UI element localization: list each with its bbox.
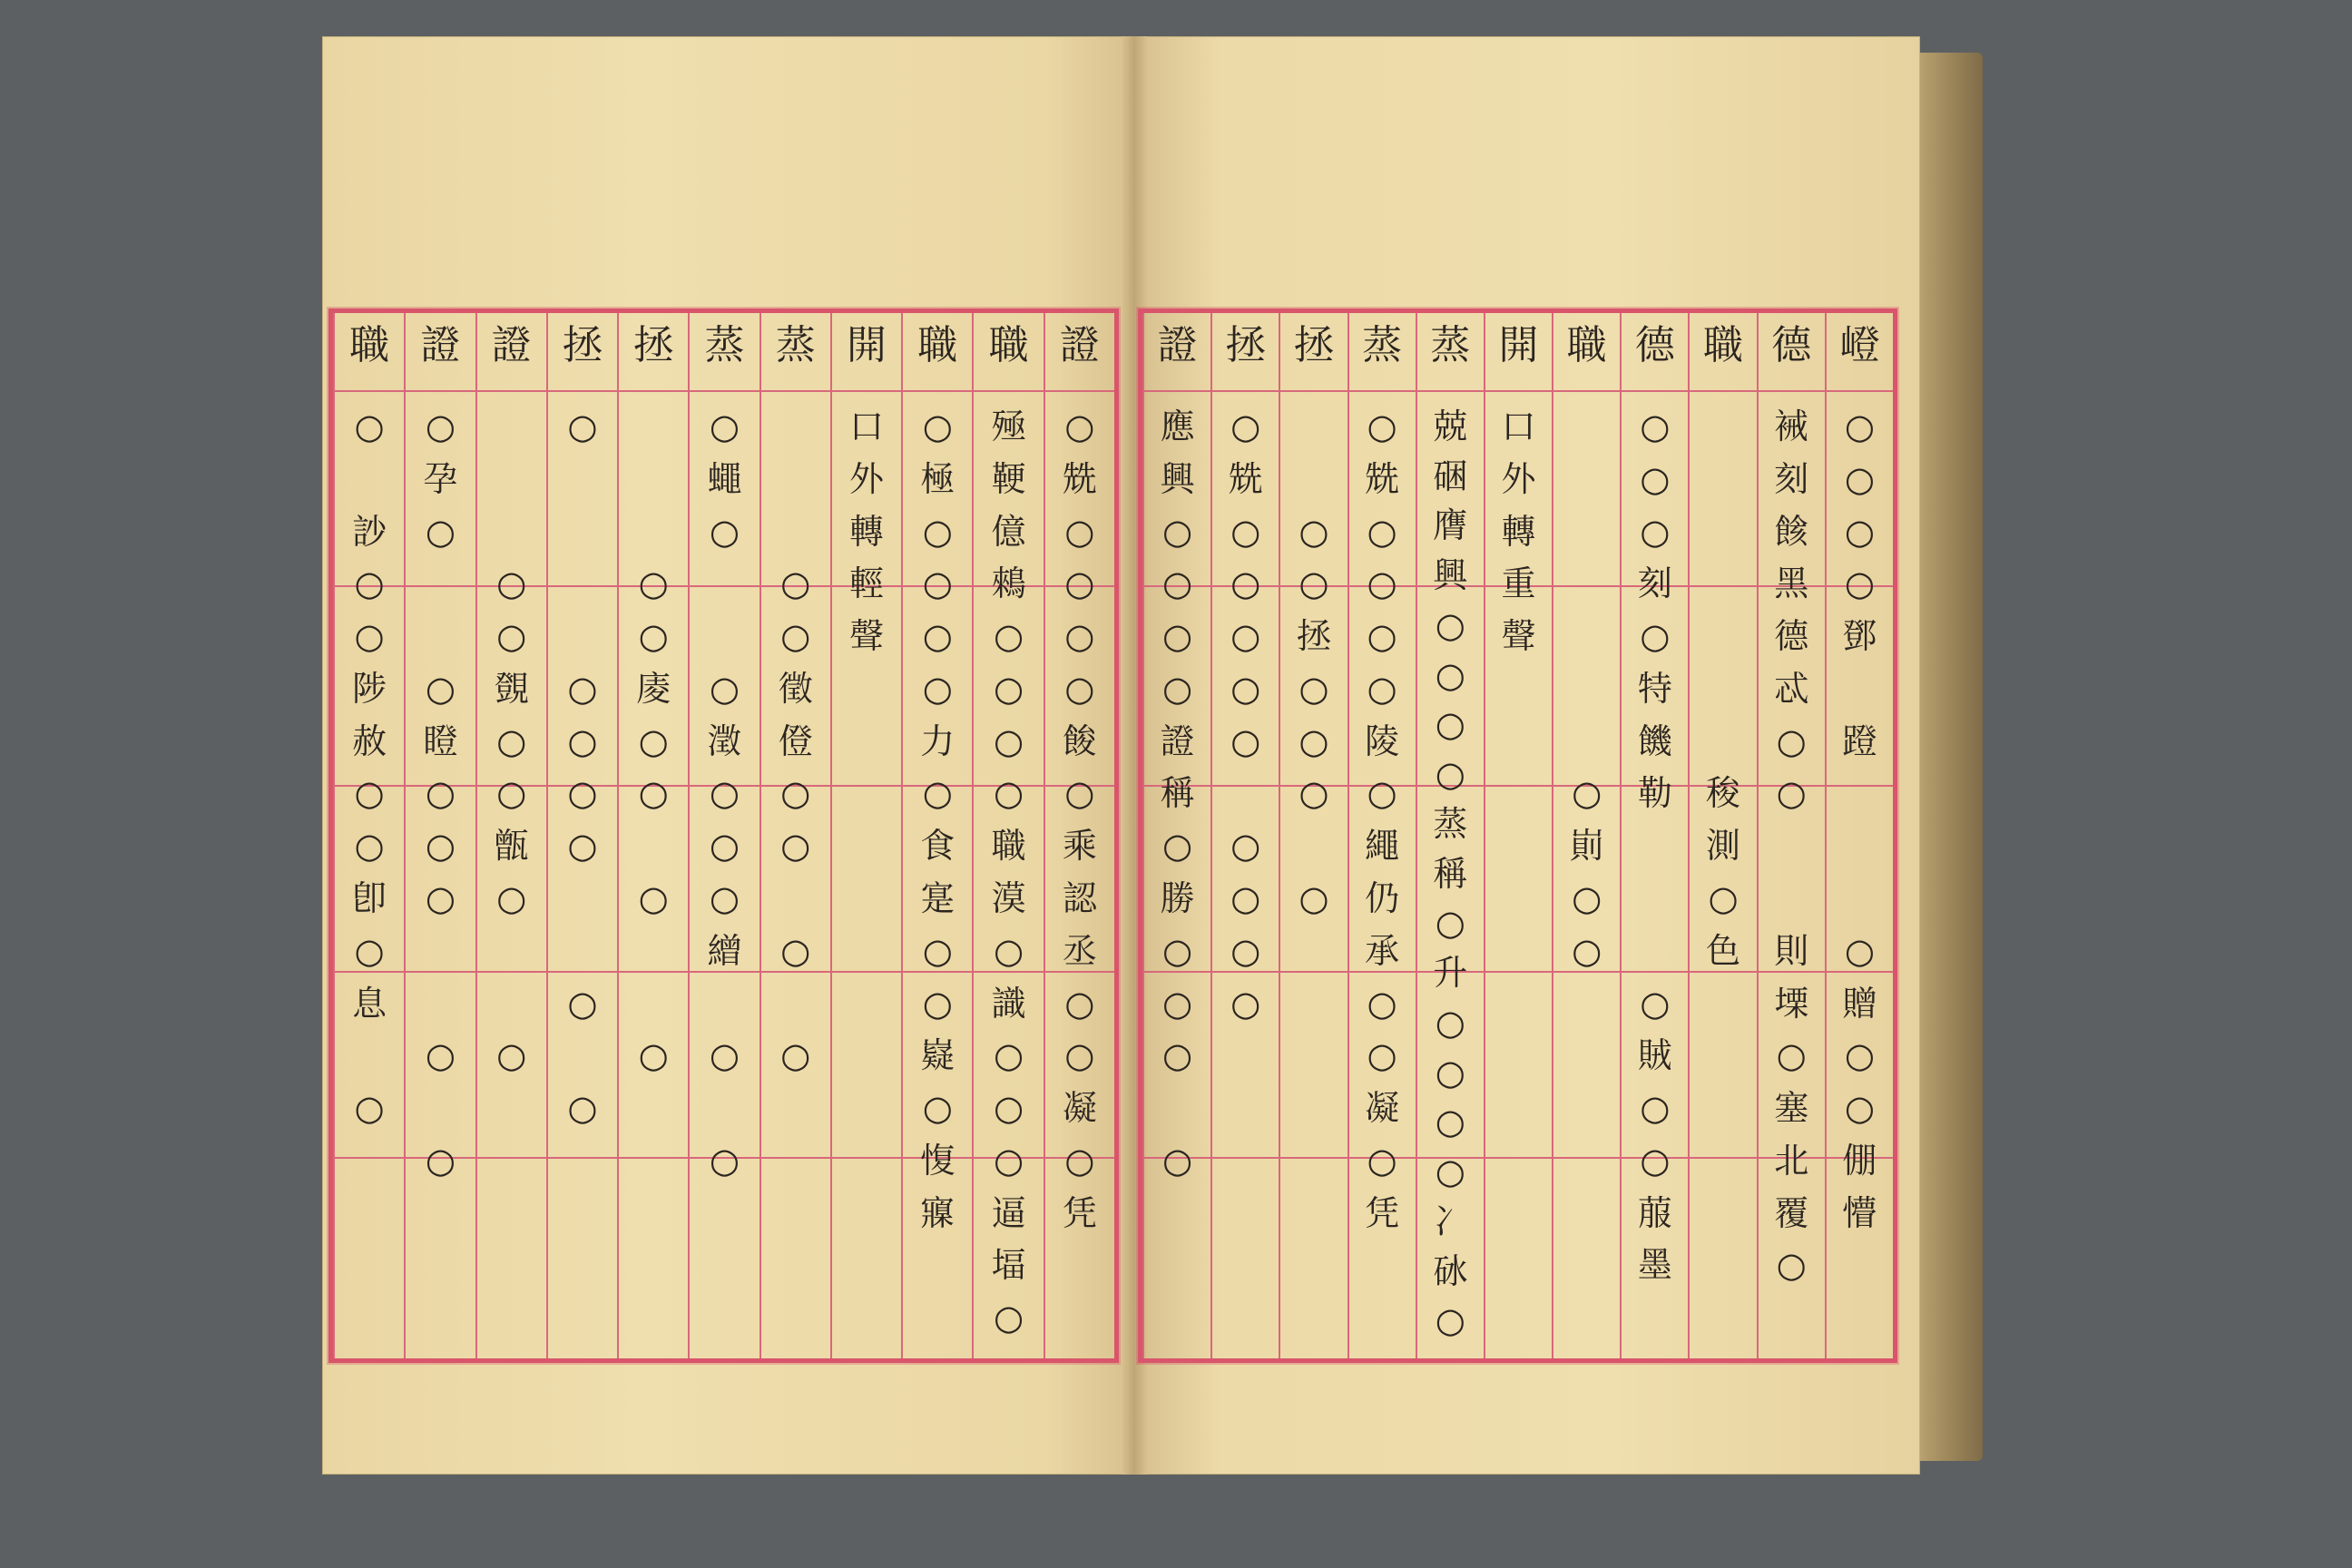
table-cell: ○ xyxy=(1162,668,1193,709)
table-cell: 力 xyxy=(920,720,956,761)
table-cell: ○ xyxy=(780,826,811,867)
table-cell: ○ xyxy=(1435,604,1465,645)
table-cell: ○ xyxy=(1162,511,1193,552)
table-cell: 稱 xyxy=(1160,773,1195,814)
table-cell: 兟 xyxy=(1365,458,1400,499)
table-cell: 丞 xyxy=(1062,930,1097,971)
table-cell: ○ xyxy=(922,407,953,446)
table-column xyxy=(617,313,688,1358)
table-cell: ○ xyxy=(709,826,740,867)
table-cell: 重 xyxy=(1501,564,1536,604)
table-cell: ○ xyxy=(425,878,456,918)
table-cell: ○ xyxy=(1572,930,1602,971)
table-cell: ○ xyxy=(1435,654,1465,695)
table-cell: ○ xyxy=(1064,773,1095,814)
table-column xyxy=(475,313,546,1358)
table-cell: ○ xyxy=(496,720,527,761)
table-cell: ○ xyxy=(1162,983,1193,1024)
table-cell: ○ xyxy=(1367,1035,1397,1076)
table-cell: 墨 xyxy=(1637,1245,1672,1286)
table-column xyxy=(1044,313,1114,1358)
table-cell: 寔 xyxy=(920,878,956,918)
table-cell: 愎 xyxy=(920,1140,956,1181)
table-cell: ○ xyxy=(354,616,385,657)
table-cell: 稄 xyxy=(1706,773,1741,814)
column-heading: 職 xyxy=(1566,322,1607,368)
table-cell: ○ xyxy=(1844,511,1875,552)
table-cell: ○ xyxy=(425,511,456,552)
table-cell: 刻 xyxy=(1637,564,1672,604)
table-cell: 外 xyxy=(1501,458,1536,499)
table-cell: ○ xyxy=(922,983,953,1024)
table-cell: ○ xyxy=(1640,511,1671,552)
table-cell: ○ xyxy=(1064,511,1095,552)
table-cell: 轉 xyxy=(1501,511,1536,552)
table-cell: 測 xyxy=(1706,826,1741,867)
table-cell: 忒 xyxy=(1774,668,1809,709)
table-cell: ○ xyxy=(1435,704,1465,745)
table-cell: ○ xyxy=(425,826,456,867)
table-cell: ○ xyxy=(496,564,527,604)
table-cell: ○ xyxy=(780,773,811,814)
table-cell: 輕 xyxy=(849,564,885,604)
table-cell: 乘 xyxy=(1062,826,1097,867)
table-cell: ○ xyxy=(994,1088,1024,1129)
table-cell: 億 xyxy=(991,511,1026,552)
table-cell: ○ xyxy=(1435,1052,1465,1093)
table-cell: ○ xyxy=(709,407,740,446)
table-cell: 鞕 xyxy=(991,458,1026,499)
table-cell: ○ xyxy=(354,407,385,446)
table-cell: ○ xyxy=(638,878,669,918)
table-cell: ○ xyxy=(709,878,740,918)
table-cell: 硱 xyxy=(1433,456,1468,496)
table-cell: ○ xyxy=(496,616,527,657)
table-cell: ○ xyxy=(922,930,953,971)
table-cell: 餕 xyxy=(1062,720,1097,761)
table-cell: ○ xyxy=(780,564,811,604)
table-cell: 漠 xyxy=(991,878,1026,918)
table-cell: ○ xyxy=(1572,773,1602,814)
table-cell: ○ xyxy=(354,1088,385,1129)
table-cell: ○ xyxy=(1230,720,1261,761)
table-column xyxy=(1484,313,1552,1358)
table-cell: ○ xyxy=(638,616,669,657)
table-cell: 興 xyxy=(1433,555,1468,596)
table-cell: ○ xyxy=(994,720,1024,761)
table-cell: 崱 xyxy=(1569,826,1604,867)
table-cell: ○ xyxy=(1230,668,1261,709)
column-heading: 拯 xyxy=(562,322,603,368)
table-cell: ○ xyxy=(425,1035,456,1076)
table-cell: ○ xyxy=(709,1035,740,1076)
table-cell: ○ xyxy=(922,773,953,814)
table-cell: ○ xyxy=(1435,754,1465,795)
column-heading: 拯 xyxy=(1293,322,1334,368)
table-cell: 覴 xyxy=(494,668,529,709)
table-cell: ○ xyxy=(354,773,385,814)
table-cell: 認 xyxy=(1062,878,1097,918)
table-column xyxy=(972,313,1043,1358)
table-cell: ○ xyxy=(567,983,598,1024)
table-cell: 倗 xyxy=(1842,1140,1877,1181)
table-cell: 黑 xyxy=(1774,564,1809,604)
table-cell: ○ xyxy=(1367,564,1397,604)
table-cell: 凝 xyxy=(1365,1088,1400,1129)
table-cell: ○ xyxy=(1367,407,1397,446)
table-cell: 嶷 xyxy=(920,1035,956,1076)
table-cell: ○ xyxy=(567,407,598,446)
table-cell: 逼 xyxy=(991,1192,1026,1233)
table-cell: 寱 xyxy=(920,1192,956,1233)
table-cell: ○ xyxy=(1844,1088,1875,1129)
table-column xyxy=(1688,313,1756,1358)
table-cell: 勒 xyxy=(1637,773,1672,814)
table-cell: 轉 xyxy=(849,511,885,552)
table-cell: ○ xyxy=(1844,407,1875,446)
table-cell: ○ xyxy=(567,720,598,761)
table-cell: 極 xyxy=(920,458,956,499)
table-cell: ○ xyxy=(1844,1035,1875,1076)
table-cell: 饑 xyxy=(1637,720,1672,761)
table-cell: 蠅 xyxy=(707,458,742,499)
table-cell: ○ xyxy=(994,1298,1024,1338)
table-cell: 證 xyxy=(1160,720,1195,761)
table-cell: 澂 xyxy=(707,720,742,761)
table-cell: ○ xyxy=(1572,878,1602,918)
table-cell: 裓 xyxy=(1774,407,1809,446)
table-cell: 應 xyxy=(1160,407,1195,446)
right-rhyme-table xyxy=(1138,309,1897,1363)
column-heading: 德 xyxy=(1771,322,1812,368)
table-cell: ○ xyxy=(1708,878,1739,918)
column-heading: 德 xyxy=(1634,322,1675,368)
table-cell: 蒸 xyxy=(1433,803,1468,844)
table-cell: 北 xyxy=(1774,1140,1809,1181)
table-column xyxy=(1620,313,1688,1358)
table-cell: 兢 xyxy=(1433,407,1468,446)
column-heading: 證 xyxy=(420,322,461,368)
table-cell: 瞪 xyxy=(423,720,458,761)
table-column xyxy=(333,313,404,1358)
table-cell: ○ xyxy=(994,930,1024,971)
table-cell: ○ xyxy=(709,668,740,709)
column-heading: 證 xyxy=(1059,322,1100,368)
column-heading: 蒸 xyxy=(704,322,745,368)
table-cell: ○ xyxy=(638,1035,669,1076)
table-cell: ○ xyxy=(1776,720,1807,761)
table-cell: 菔 xyxy=(1637,1192,1672,1233)
table-cell: ○ xyxy=(1367,616,1397,657)
table-cell: ○ xyxy=(496,878,527,918)
table-cell: 覆 xyxy=(1774,1192,1809,1233)
table-cell: ○ xyxy=(1298,668,1329,709)
table-cell: ○ xyxy=(1064,1035,1095,1076)
table-cell: ○ xyxy=(1367,1140,1397,1181)
table-cell: 陟 xyxy=(352,668,387,709)
table-cell: ○ xyxy=(1162,826,1193,867)
column-heading: 蒸 xyxy=(775,322,816,368)
table-cell: ○ xyxy=(1162,1140,1193,1181)
table-cell: ○ xyxy=(1230,983,1261,1024)
table-cell: 懵 xyxy=(1842,1192,1877,1233)
table-cell: ○ xyxy=(1064,616,1095,657)
column-heading: 拯 xyxy=(1225,322,1266,368)
table-cell: ○ xyxy=(1162,930,1193,971)
table-column xyxy=(1416,313,1484,1358)
table-cell: ○ xyxy=(567,826,598,867)
table-cell: 陵 xyxy=(1365,720,1400,761)
table-cell: ○ xyxy=(1844,458,1875,499)
table-cell: 兟 xyxy=(1062,458,1097,499)
table-cell: ○ xyxy=(567,1088,598,1129)
table-cell: 繩 xyxy=(1365,826,1400,867)
table-cell: ○ xyxy=(1298,564,1329,604)
column-heading: 蒸 xyxy=(1362,322,1403,368)
table-cell: ○ xyxy=(425,668,456,709)
table-cell: ○ xyxy=(1435,1002,1465,1043)
table-cell: ○ xyxy=(1162,564,1193,604)
table-cell: ○ xyxy=(1064,407,1095,446)
table-cell: ○ xyxy=(1162,1035,1193,1076)
table-cell: 升 xyxy=(1433,953,1468,994)
table-cell: ○ xyxy=(1776,1035,1807,1076)
table-column xyxy=(760,313,830,1358)
table-cell: ○ xyxy=(638,564,669,604)
table-cell: ○ xyxy=(780,616,811,657)
table-cell: ○ xyxy=(1298,878,1329,918)
table-cell: ○ xyxy=(1064,564,1095,604)
column-heading: 蒸 xyxy=(1430,322,1471,368)
table-cell: 贈 xyxy=(1842,983,1877,1024)
table-cell: ○ xyxy=(425,407,456,446)
table-cell: ○ xyxy=(1435,903,1465,944)
column-heading: 證 xyxy=(1157,322,1198,368)
table-cell: ○ xyxy=(1640,458,1671,499)
table-cell: ○ xyxy=(1367,773,1397,814)
table-cell: ○ xyxy=(354,826,385,867)
table-cell: 冫 xyxy=(1433,1200,1468,1241)
table-column xyxy=(1142,313,1210,1358)
column-heading: 拯 xyxy=(633,322,674,368)
table-column xyxy=(1348,313,1416,1358)
table-cell: ○ xyxy=(1298,773,1329,814)
table-cell: 兟 xyxy=(1228,458,1263,499)
table-cell: 赦 xyxy=(352,720,387,761)
table-cell: ○ xyxy=(1230,407,1261,446)
table-cell: ○ xyxy=(567,773,598,814)
table-cell: 塞 xyxy=(1774,1088,1809,1129)
table-cell: 識 xyxy=(991,983,1026,1024)
table-column xyxy=(1210,313,1279,1358)
table-cell: ○ xyxy=(709,1140,740,1181)
table-cell: ○ xyxy=(1776,1245,1807,1286)
table-column xyxy=(1279,313,1347,1358)
table-cell: 稱 xyxy=(1433,853,1468,894)
table-cell: ○ xyxy=(1435,1102,1465,1142)
table-cell: ○ xyxy=(1640,1088,1671,1129)
table-cell: ○ xyxy=(567,668,598,709)
table-column xyxy=(404,313,475,1358)
table-cell: ○ xyxy=(1230,826,1261,867)
table-cell: 凭 xyxy=(1365,1192,1400,1233)
table-cell: ○ xyxy=(425,773,456,814)
table-cell: 興 xyxy=(1160,458,1195,499)
table-cell: 繒 xyxy=(707,930,742,971)
table-cell: ○ xyxy=(1230,930,1261,971)
table-cell: 徵 xyxy=(778,668,813,709)
table-cell: ○ xyxy=(1230,878,1261,918)
table-cell: 息 xyxy=(352,983,387,1024)
table-cell: ○ xyxy=(1230,616,1261,657)
column-heading: 開 xyxy=(847,322,887,368)
table-cell: 餩 xyxy=(1774,511,1809,552)
table-cell: 聲 xyxy=(849,616,885,657)
table-cell: 色 xyxy=(1706,930,1741,971)
table-cell: 鶆 xyxy=(991,564,1026,604)
table-cell: 則 xyxy=(1774,930,1809,971)
table-column xyxy=(546,313,617,1358)
table-cell: ○ xyxy=(1230,511,1261,552)
table-cell: ○ xyxy=(354,930,385,971)
table-cell: ○ xyxy=(354,564,385,604)
table-cell: ○ xyxy=(1435,1152,1465,1192)
table-cell: ○ xyxy=(994,668,1024,709)
table-cell: ○ xyxy=(1367,983,1397,1024)
table-cell: 聲 xyxy=(1501,616,1536,657)
table-cell: ○ xyxy=(922,616,953,657)
table-cell: 堛 xyxy=(991,1245,1026,1286)
table-cell: 德 xyxy=(1774,616,1809,657)
table-cell: ○ xyxy=(709,511,740,552)
table-cell: 特 xyxy=(1637,668,1672,709)
table-cell: 凭 xyxy=(1062,1192,1097,1233)
table-cell: 孕 xyxy=(423,458,458,499)
table-cell: 膺 xyxy=(1433,505,1468,546)
table-cell: ○ xyxy=(638,773,669,814)
table-cell: ○ xyxy=(638,720,669,761)
table-cell: 刻 xyxy=(1774,458,1809,499)
table-cell: 勝 xyxy=(1160,878,1195,918)
column-heading: 職 xyxy=(349,322,390,368)
table-cell: 外 xyxy=(849,458,885,499)
table-cell: ○ xyxy=(709,773,740,814)
table-cell: 鄧 xyxy=(1842,616,1877,657)
table-cell: 職 xyxy=(991,826,1026,867)
table-cell: 庱 xyxy=(636,668,671,709)
table-cell: 食 xyxy=(920,826,956,867)
table-cell: ○ xyxy=(496,773,527,814)
table-column xyxy=(1552,313,1620,1358)
column-heading: 職 xyxy=(1703,322,1744,368)
table-cell: 拯 xyxy=(1296,616,1331,657)
table-cell: ○ xyxy=(425,1140,456,1181)
table-column xyxy=(1825,313,1893,1358)
table-cell: 口 xyxy=(1501,407,1536,446)
table-cell: ○ xyxy=(1640,1140,1671,1181)
table-cell: ○ xyxy=(1064,668,1095,709)
table-cell: 凝 xyxy=(1062,1088,1097,1129)
table-cell: ○ xyxy=(922,1088,953,1129)
table-cell: ○ xyxy=(994,773,1024,814)
table-cell: 僜 xyxy=(778,720,813,761)
table-cell: 仍 xyxy=(1365,878,1400,918)
table-cell: 塛 xyxy=(1774,983,1809,1024)
table-cell: 訬 xyxy=(352,511,387,552)
left-rhyme-table xyxy=(328,309,1119,1363)
table-cell: ○ xyxy=(1776,773,1807,814)
column-heading: 職 xyxy=(917,322,958,368)
table-cell: ○ xyxy=(1064,983,1095,1024)
table-cell: ○ xyxy=(1844,564,1875,604)
table-cell: 賊 xyxy=(1637,1035,1672,1076)
table-cell: ○ xyxy=(1162,616,1193,657)
table-cell: 卽 xyxy=(352,878,387,918)
table-cell: ○ xyxy=(1064,1140,1095,1181)
table-cell: ○ xyxy=(1640,407,1671,446)
table-cell: ○ xyxy=(1367,668,1397,709)
table-column xyxy=(830,313,901,1358)
table-cell: ○ xyxy=(922,668,953,709)
table-cell: ○ xyxy=(780,1035,811,1076)
table-cell: ○ xyxy=(994,1140,1024,1181)
table-cell: 蹬 xyxy=(1842,720,1877,761)
table-column xyxy=(901,313,972,1358)
column-heading: 嶝 xyxy=(1839,322,1880,368)
table-cell: ○ xyxy=(994,1035,1024,1076)
table-column xyxy=(688,313,759,1358)
table-cell: ○ xyxy=(1298,511,1329,552)
table-cell: 承 xyxy=(1365,930,1400,971)
table-cell: ○ xyxy=(1844,930,1875,971)
table-cell: ○ xyxy=(1298,720,1329,761)
table-cell: 口 xyxy=(849,407,885,446)
table-cell: ○ xyxy=(922,511,953,552)
table-cell: 甑 xyxy=(494,826,529,867)
column-heading: 職 xyxy=(988,322,1029,368)
table-cell: ○ xyxy=(994,616,1024,657)
table-cell: ○ xyxy=(780,930,811,971)
column-heading: 開 xyxy=(1498,322,1539,368)
table-cell: 砅 xyxy=(1433,1250,1468,1291)
table-cell: ○ xyxy=(1435,1300,1465,1341)
table-cell: ○ xyxy=(1640,983,1671,1024)
column-heading: 證 xyxy=(491,322,532,368)
table-cell: ○ xyxy=(1230,564,1261,604)
table-cell: ○ xyxy=(922,564,953,604)
table-column xyxy=(1757,313,1825,1358)
table-cell: ○ xyxy=(1640,616,1671,657)
table-cell: ○ xyxy=(1367,511,1397,552)
table-cell: ○ xyxy=(496,1035,527,1076)
table-cell: 殛 xyxy=(991,407,1026,446)
